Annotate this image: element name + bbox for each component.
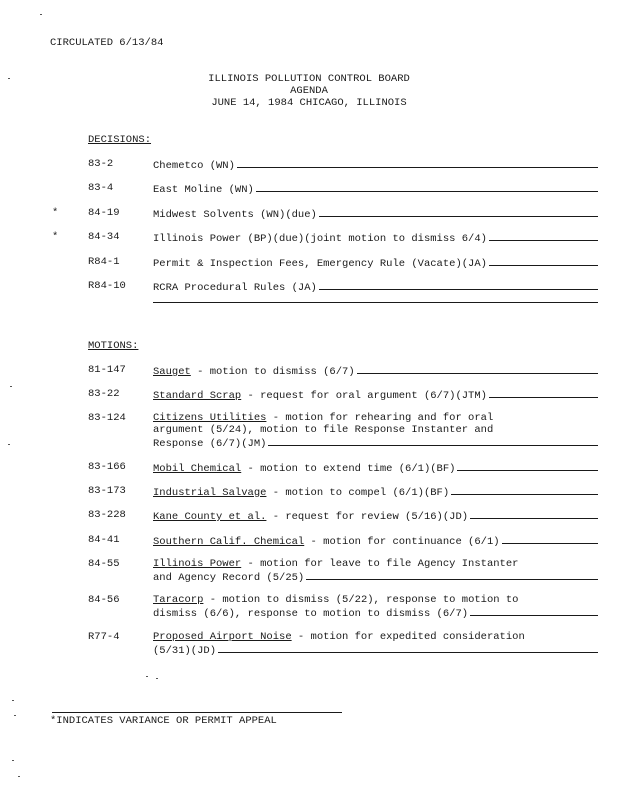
meeting-date-location: JUNE 14, 1984 CHICAGO, ILLINOIS: [211, 97, 407, 109]
scan-speck: [12, 760, 14, 761]
motion-party: Taracorp: [153, 594, 204, 606]
decision-title: Illinois Power (BP)(due)(joint motion to dismiss 6/4): [153, 233, 487, 245]
motion-party: Illinois Power: [153, 558, 242, 570]
docket-number: R84-1: [88, 256, 120, 268]
decision-title: East Moline (WN): [153, 184, 254, 196]
docket-number: 84-55: [88, 558, 120, 570]
scan-speck: [12, 700, 14, 701]
docket-number: 83-228: [88, 509, 126, 521]
motion-text: and Agency Record (5/25): [153, 572, 305, 584]
motion-text: - motion to extend time (6/1)(BF): [241, 463, 456, 475]
motion-text: - motion to dismiss (5/22), response to motion to: [203, 594, 519, 606]
motion-party: Kane County et al.: [153, 511, 267, 523]
scan-speck: [14, 715, 16, 716]
motion-party: Sauget: [153, 366, 191, 378]
motion-text: Response (6/7)(JM): [153, 438, 267, 450]
motion-text: - motion to dismiss (6/7): [190, 366, 355, 378]
motion-text: - request for review (5/16)(JD): [266, 511, 469, 523]
docket-number: 83-124: [88, 412, 126, 424]
motion-party: Mobil Chemical: [153, 463, 242, 475]
decision-title: RCRA Procedural Rules (JA): [153, 282, 317, 294]
motion-text: - motion for expedited consideration: [291, 631, 525, 643]
docket-number: 83-166: [88, 461, 126, 473]
motion-text: dismiss (6/6), response to motion to dismiss (6/7): [153, 608, 469, 620]
docket-number: 83-4: [88, 182, 114, 194]
motion-text: argument (5/24), motion to file Response Instanter and: [153, 424, 494, 436]
docket-number: R77-4: [88, 631, 120, 643]
motion-text: - motion for rehearing and for oral: [266, 412, 494, 424]
decision-title: Midwest Solvents (WN)(due): [153, 209, 317, 221]
agenda-title: AGENDA: [290, 85, 328, 97]
docket-number: 84-19: [88, 207, 120, 219]
scan-speck: [40, 14, 42, 15]
motion-party: Standard Scrap: [153, 390, 242, 402]
motion-text: - motion to compel (6/1)(BF): [266, 487, 450, 499]
footnote-rule: [52, 712, 342, 713]
scan-speck: [156, 678, 158, 679]
blank-entry-line: [153, 302, 598, 303]
motion-text: - request for oral argument (6/7)(JTM): [241, 390, 487, 402]
decisions-heading: DECISIONS:: [88, 134, 152, 146]
scan-speck: [10, 386, 12, 387]
motion-text: (5/31)(JD): [153, 645, 217, 657]
variance-marker: *: [52, 207, 59, 219]
docket-number: 83-173: [88, 485, 126, 497]
docket-number: 84-34: [88, 231, 120, 243]
scan-speck: [146, 676, 148, 677]
docket-number: 83-22: [88, 388, 120, 400]
scan-speck: [8, 444, 10, 445]
scan-speck: [18, 776, 20, 777]
motion-party: Southern Calif. Chemical: [153, 536, 305, 548]
docket-number: R84-10: [88, 280, 126, 292]
board-title: ILLINOIS POLLUTION CONTROL BOARD: [208, 73, 410, 85]
motion-party: Proposed Airport Noise: [153, 631, 292, 643]
motions-heading: MOTIONS:: [88, 340, 139, 352]
docket-number: 84-56: [88, 594, 120, 606]
footnote: *INDICATES VARIANCE OR PERMIT APPEAL: [50, 715, 277, 727]
motion-text: - motion for continuance (6/1): [304, 536, 500, 548]
circulated-date: CIRCULATED 6/13/84: [50, 37, 164, 49]
decision-title: Permit & Inspection Fees, Emergency Rule (Vacate)(JA): [153, 258, 487, 270]
docket-number: 81-147: [88, 364, 126, 376]
scan-speck: [8, 78, 10, 79]
motion-party: Citizens Utilities: [153, 412, 267, 424]
motion-text: - motion for leave to file Agency Instanter: [241, 558, 519, 570]
variance-marker: *: [52, 231, 59, 243]
docket-number: 84-41: [88, 534, 120, 546]
motion-party: Industrial Salvage: [153, 487, 267, 499]
decision-title: Chemetco (WN): [153, 160, 235, 172]
docket-number: 83-2: [88, 158, 114, 170]
